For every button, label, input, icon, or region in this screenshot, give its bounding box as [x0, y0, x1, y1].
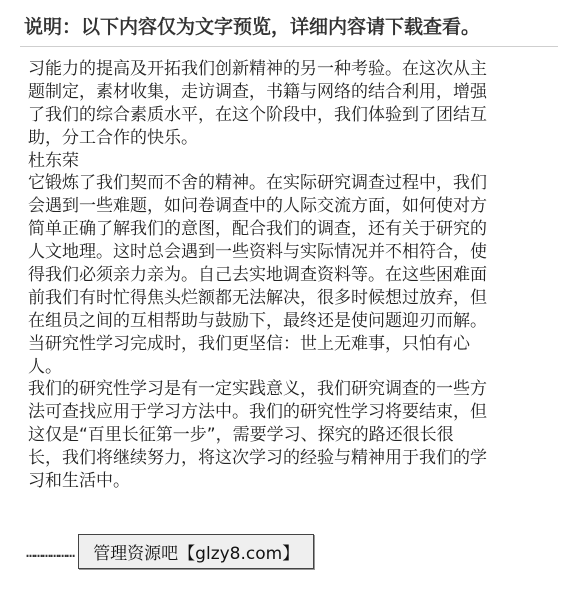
site-link-button[interactable]: 管理资源吧【glzy8.com】 — [78, 534, 314, 569]
footer — [26, 534, 314, 569]
text-line: 习和生活中。 — [28, 471, 130, 492]
document-body — [28, 58, 550, 493]
text-line: 在组员之间的互相帮助与鼓励下，最终还是使问题迎刃而解。 — [28, 310, 487, 331]
author-name: 杜东荣 — [28, 150, 79, 171]
text-line: 当研究性学习完成时，我们更坚信：世上无难事，只怕有心 — [28, 333, 470, 354]
text-line: 题制定，素材收集，走访调查，书籍与网络的结合利用，增强 — [28, 81, 487, 102]
text-line: 助，分工合作的快乐。 — [28, 127, 198, 148]
notice-divider — [20, 46, 558, 47]
download-notice: 说明：以下内容仅为文字预览，详细内容请下载查看。 — [24, 16, 481, 38]
text-line: 人文地理。这时总会遇到一些资料与实际情况并不相符合，使 — [28, 242, 487, 263]
text-line: 长，我们将继续努力，将这次学习的经验与精神用于我们的学 — [28, 448, 487, 469]
text-line: 人。 — [28, 356, 62, 377]
text-line: 这仅是“百里长征第一步”，需要学习、探究的路还很长很 — [28, 425, 454, 446]
text-line: 法可查找应用于学习方法中。我们的研究性学习将要结束，但 — [28, 402, 487, 423]
text-line: 习能力的提高及开拓我们创新精神的另一种考验。在这次从主 — [28, 59, 487, 79]
text-line: 我们的研究性学习是有一定实践意义，我们研究调查的一些方 — [28, 379, 487, 400]
text-line: 了我们的综合素质水平，在这个阶段中，我们体验到了团结互 — [28, 104, 487, 125]
text-line: 得我们必须亲力亲为。自己去实地调查资料等。在这些困难面 — [28, 265, 487, 286]
text-line: 它锻炼了我们契而不舍的精神。在实际研究调查过程中，我们 — [28, 173, 487, 194]
text-line: 会遇到一些难题，如问卷调查中的人际交流方面，如何使对方 — [28, 196, 487, 217]
text-line: 前我们有时忙得焦头烂额都无法解决，很多时候想过放弃，但 — [28, 287, 487, 308]
text-line: 简单正确了解我们的意图，配合我们的调查，还有关于研究的 — [28, 219, 487, 240]
dot-leader: ……………… — [26, 542, 75, 561]
